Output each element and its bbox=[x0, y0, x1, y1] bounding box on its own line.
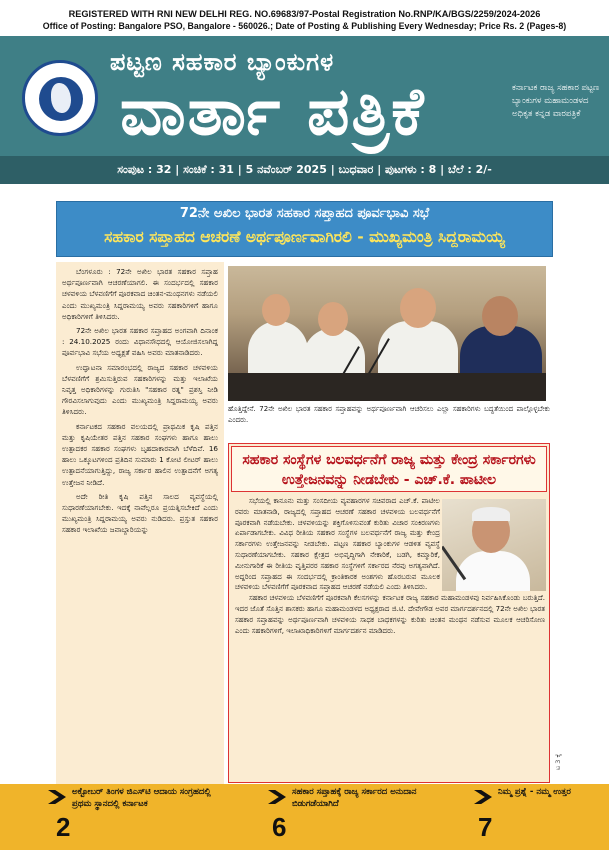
article-paragraph: ಬೆಂಗಳೂರು : 72ನೇ ಅಖಿಲ ಭಾರತ ಸಹಕಾರ ಸಪ್ತಾಹ ಅರ್ಥಪೂರ್ಣವಾಗಿ ಆಚರಣೆಯಾಗಲಿ. ಈ ಸಂದರ್ಭದಲ್ಲಿ ಸಹಕಾರ ಚಳವಳಿಯ ಬೆಳವಣಿಗೆಗೆ ಪೂರಕವಾದ ಚಿಂತನ-ಮಂಥನಗಳು ನಡೆಯಲಿ ಎಂದು ಮುಖ್ಯಮಂತ್ರಿ ಸಿದ್ದರಾಮಯ್ಯ ಅವರು ಸಹಕಾರಿಗಳಿಗೆ ಹಾಗೂ ಅಧಿಕಾರಿಗಳಿಗೆ ತಿಳಿಸಿದರು. bbox=[62, 267, 218, 321]
article-paragraph: ಸಹಕಾರ ಚಳವಳಿಯ ಬೆಳವಣಿಗೆಗೆ ಪೂರಕವಾಗಿ ಕೆಲಸಗಳನ್ನು ಕರ್ನಾಟಕ ರಾಜ್ಯ ಸಹಕಾರ ಮಹಾಮಂಡಳವು ನಿರ್ವಹಿಸಿಕೊಂಡು ಬರುತ್ತಿದೆ. ಇದರ ಜೊತೆ ಸೊತ್ತಿನ ಶಾಸಕರು ಹಾಗೂ ಮಹಾಮಂಡಳದ ಅಧ್ಯಕ್ಷರಾದ ಜಿ.ಟಿ. ದೇವೇಗೌಡ ಅವರ ಮಾರ್ಗದರ್ಶನದಲ್ಲಿ 72ನೇ ಅಖಿಲ ಭಾರತ ಸಹಕಾರ ಸಪ್ತಾಹವನ್ನು ಅರ್ಥಪೂರ್ಣವಾಗಿ ಚಳವಳಿಯ ಸಾಧಕ ಬಾಧಕಗಳನ್ನು ಕುರಿತು ಚಿಂತನ ಮಂಥನ ನಡೆಸುವ ಮೂಲಕ ಆಚರಿಸೋಣ ಎಂದು ಸಹಕಾರಿಗಳಿಗೆ, ಇಲಾಖಾಧಿಕಾರಿಗಳಿಗೆ ಮಾರ್ಗದರ್ಶನ ಮಾಡಿದರು. bbox=[235, 593, 545, 635]
federation-logo bbox=[22, 60, 98, 136]
article-column bbox=[56, 262, 224, 784]
secondary-headline: ಸಹಕಾರ ಸಂಸ್ಥೆಗಳ ಬಲವರ್ಧನೆಗೆ ರಾಜ್ಯ ಮತ್ತು ಕೇಂದ್ರ ಸರ್ಕಾರಗಳು ಉತ್ತೇಜನವನ್ನು ನೀಡಬೇಕು - ಎಚ್.ಕೆ. ಪಾಟೀಲ bbox=[231, 446, 547, 492]
masthead-side-text: ಕರ್ನಾಟಕ ರಾಜ್ಯ ಸಹಕಾರ ಪಟ್ಟಣ ಬ್ಯಾಂಕುಗಳ ಮಹಾಮಂಡಳದ ಅಧಿಕೃತ ಕನ್ನಡ ವಾರಪತ್ರಿಕೆ bbox=[512, 83, 600, 119]
article-paragraph: 72ನೇ ಅಖಿಲ ಭಾರತ ಸಹಕಾರ ಸಪ್ತಾಹದ ಅಂಗವಾಗಿ ದಿನಾಂಕ : 24.10.2025 ರಂದು ವಿಧಾನಸೌಧದಲ್ಲಿ ಆಯೋಜಿಸಲಾಗಿದ್ದ ಪೂರ್ವಭಾವಿ ಸಭೆಯ ಅಧ್ಯಕ್ಷತೆ ವಹಿಸಿ ಅವರು ಮಾತನಾಡಿದರು. bbox=[62, 326, 218, 358]
arrow-icon bbox=[48, 790, 66, 804]
article-paragraph: ಅದೇ ರೀತಿ ಕೃಷಿ ಪತ್ತಿನ ಸಾಲದ ವ್ಯವಸ್ಥೆಯಲ್ಲಿ ಸುಧಾರಣೆಯಾಗಬೇಕು. ಇದಕ್ಕೆ ನಾವೆಲ್ಲರೂ ಪ್ರಯತ್ನಿಸಬೇಕಿದೆ ಎಂದು ಮುಖ್ಯಮಂತ್ರಿ ಸಿದ್ದರಾಮಯ್ಯ ಅವರು ನುಡಿದರು. ಪ್ರಸ್ತುತ ಸಹಕಾರ ಸಹಕಾರ ಇಲಾಖೆಯ ಜವಾಬ್ದಾರಿಯನ್ನು bbox=[62, 491, 218, 535]
arrow-icon bbox=[268, 790, 286, 804]
continued-note: ಟ 3 ಕ್ಕೆ bbox=[554, 753, 562, 770]
headline-kicker: 72ನೇ ಅಖಿಲ ಭಾರತ ಸಹಕಾರ ಸಪ್ತಾಹದ ಪೂರ್ವಭಾವಿ ಸಭೆ bbox=[179, 206, 430, 221]
masthead-title: ವಾರ್ತಾ ಪತ್ರಿಕೆ bbox=[120, 72, 426, 150]
issue-info-bar: ಸಂಪುಟ : 32 | ಸಂಚಿಕೆ : 31 | 5 ನವೆಂಬರ್ 2025 | ಬುಧವಾರ | ಪುಟಗಳು : 8 | ಬೆಲೆ : 2/- bbox=[0, 156, 609, 184]
registration-header bbox=[0, 8, 609, 32]
secondary-article-box bbox=[228, 443, 550, 783]
footer-item-text: ಅಕ್ಟೋಬರ್ ತಿಂಗಳ ಜಿಎಸ್‌ಟಿ ಆದಾಯ ಸಂಗ್ರಹದಲ್ಲಿ ಪ್ರಥಮ ಸ್ಥಾನದಲ್ಲಿ ಕರ್ನಾಟಕ bbox=[72, 787, 211, 809]
footer-page-number: 6 bbox=[272, 812, 287, 842]
article-paragraph: ಸಭೆಯಲ್ಲಿ ಕಾನೂನು ಮತ್ತು ಸಂಸದೀಯ ವ್ಯವಹಾರಗಳ ಸಚಿವರಾದ ಎಚ್.ಕೆ. ಪಾಟೀಲ ರವರು ಮಾತನಾಡಿ, ರಾಜ್ಯದಲ್ಲಿ ಸಪ್ತಾಹದ ಆಚರಣೆ ಸಹಕಾರ ಚಳವಳಿಯ ಬಲವರ್ಧನೆಗೆ ಪೂರಕವಾಗಿ ನಡೆಯಬೇಕು. ಚಳವಳಿಯನ್ನು ಶಕ್ತಿಗೊಳಿಸುವಂತೆ ಕುರಿತು ವಿಚಾರ ಸಂಕಿರಣಗಳು ಏರ್ಪಾಡಾಗಬೇಕು. ವಿವಿಧ ರೀತಿಯ ಸಹಕಾರ ಸಂಸ್ಥೆಗಳ ಬಲವರ್ಧನೆಗೆ ರಾಜ್ಯ ಮತ್ತು ಕೇಂದ್ರ ಸರ್ಕಾರಗಳು ಉತ್ತೇಜನವನ್ನು ನೀಡಬೇಕು. ಪಟ್ಟಣ ಸಹಕಾರ ಬ್ಯಾಂಕುಗಳ ಆಡಳಿತ ವ್ಯವಸ್ಥೆ ಸುಧಾರಣೆಯಾಗಬೇಕು. ಸಹಕಾರ ಕ್ಷೇತ್ರದ ಅಭಿವೃದ್ಧಿಗಾಗಿ ನೇಕಾರಿಕೆ, ಬಡಗಿ, ಕಮ್ಮಾರಿಕೆ, ಮೀನುಗಾರಿಕೆ ಈ ರೀತಿಯ ವೃತ್ತಿಪರರ ಸಹಕಾರ ಸಂಸ್ಥೆಗಳಿಗೆ ಸರ್ಕಾರದ ನೆರವು ಅಗತ್ಯವಾಗಿದೆ. ಅದ್ದರಿಂದ ಸಪ್ತಾಹದ ಈ ಸಂದರ್ಭದಲ್ಲಿ ಕ್ರಾಂತಿಕಾರಕ ಅಂಶಗಳು ಹೊರಬರುವ ಮೂಲಕ ಚಳವಳಿಯ ಬೆಳವಣಿಗೆಗೆ ಪೂರಕವಾದ ಸಪ್ತಾಹದ ಆಚರಣೆ ನಡೆಯಲಿ ಎಂದು ತಿಳಿಸಿದರು. bbox=[235, 496, 440, 592]
main-headline-box bbox=[56, 201, 553, 257]
photo-caption: ಹೊತ್ತಿದ್ದೇನೆ. 72ನೇ ಅಖಿಲ ಭಾರತ ಸಹಕಾರ ಸಪ್ತಾಹವನ್ನು ಅರ್ಥಪೂರ್ಣವಾಗಿ ಆಚರಿಸಲು ಎಲ್ಲಾ ಸಹಕಾರಿಗಳು ಬದ್ಧತೆಯಿಂದ ಪಾಲ್ಗೊಳ್ಳಬೇಕು ಎಂದರು. bbox=[228, 405, 550, 424]
footer-item-text: ಸಹಕಾರ ಸಪ್ತಾಹಕ್ಕೆ ರಾಜ್ಯ ಸರ್ಕಾರದ ಅನುದಾನ ಬಿಡುಗಡೆಯಾಗಿದೆ bbox=[292, 787, 417, 809]
registration-line: REGISTERED WITH RNI NEW DELHI REG. NO.69683/97-Postal Registration No.RNP/KA/BGS/2259/2024-2026 bbox=[68, 9, 541, 19]
article-paragraph: ಕರ್ನಾಟಕದ ಸಹಕಾರ ವಲಯದಲ್ಲಿ ಪ್ರಾಥಮಿಕ ಕೃಷಿ ಪತ್ತಿನ ಮತ್ತು ಕೃಷಿಯೇತರ ಪತ್ತಿನ ಸಹಕಾರ ಸಂಘಗಳು ಹಾಗೂ ಹಾಲು ಉತ್ಪಾದಕರ ಸಹಕಾರ ಸಂಘಗಳು ಬೃಹದಾಕಾರವಾಗಿ ಬೆಳೆದಿವೆ. 16 ಹಾಲು ಒಕ್ಕೂಟಗಳಿಂದ ಪ್ರತಿದಿನ ಸುಮಾರು 1 ಕೋಟಿ ಲೀಟರ್ ಹಾಲು ಉತ್ಪಾದನೆಯಾಗುತ್ತಿದ್ದು, ರಾಜ್ಯ ಸರ್ಕಾರ ಹಾಲಿನ ಉತ್ಪಾದನೆಗೆ ಅಗತ್ಯ ಉತ್ತೇಜನ ನೀಡಿದೆ. bbox=[62, 421, 218, 487]
main-headline: ಸಹಕಾರ ಸಪ್ತಾಹದ ಆಚರಣೆ ಅರ್ಥಪೂರ್ಣವಾಗಿರಲಿ - ಮುಖ್ಯಮಂತ್ರಿ ಸಿದ್ದರಾಮಯ್ಯ bbox=[104, 228, 505, 246]
secondary-article-text bbox=[235, 496, 545, 636]
meeting-photo bbox=[228, 266, 546, 401]
posting-line: Office of Posting: Bangalore PSO, Bangalore - 560026.; Date of Posting & Publishing Every Wednesday; Price Rs. 2 (Pages-8) bbox=[42, 21, 567, 31]
masthead bbox=[0, 36, 609, 184]
footer-item-text: ನಿಮ್ಮ ಪ್ರಶ್ನೆ - ನಮ್ಮ ಉತ್ತರ bbox=[498, 787, 571, 797]
masthead-subtitle: ಪಟ್ಟಣ ಸಹಕಾರ ಬ್ಯಾಂಕುಗಳ bbox=[110, 48, 335, 76]
footer-page-number: 2 bbox=[56, 812, 71, 842]
arrow-icon bbox=[474, 790, 492, 804]
article-paragraph: ಉದ್ಘಾಟನಾ ಸಮಾರಂಭದಲ್ಲಿ ರಾಜ್ಯದ ಸಹಕಾರ ಚಳವಳಿಯ ಬೆಳವಣಿಗೆಗೆ ಶ್ರಮಿಸುತ್ತಿರುವ ಸಹಕಾರಿಗಳನ್ನು ಮತ್ತು ಇಲಾಖೆಯ ನಿವೃತ್ತ ಅಧಿಕಾರಿಗಳನ್ನು ಗುರುತಿಸಿ "ಸಹಕಾರ ರತ್ನ" ಪ್ರಶಸ್ತಿ ನೀಡಿ ಗೌರವಿಸಲಾಗುವುದು ಎಂದು ಮುಖ್ಯಮಂತ್ರಿ ಸಿದ್ದರಾಮಯ್ಯ ಅವರು ತಿಳಿಸಿದರು. bbox=[62, 362, 218, 417]
footer-page-number: 7 bbox=[478, 812, 493, 842]
footer-index bbox=[0, 784, 609, 850]
